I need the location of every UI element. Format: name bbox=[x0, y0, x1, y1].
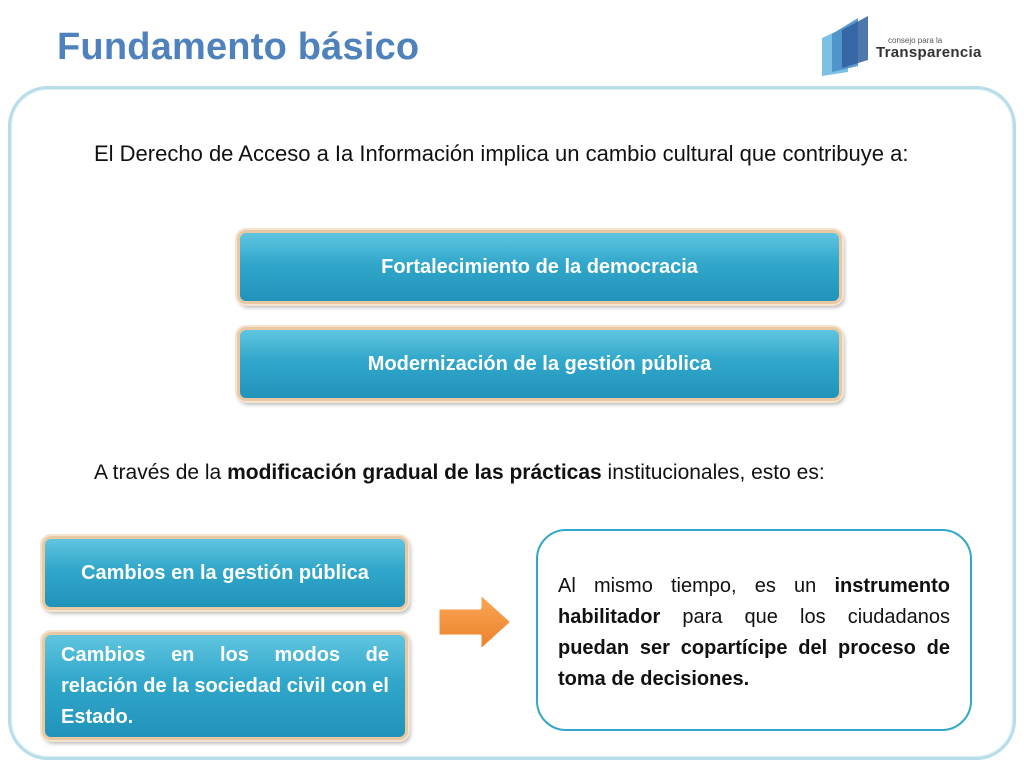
logo bbox=[818, 16, 996, 78]
callout-box bbox=[536, 529, 972, 731]
callout-part2: para que los ciudadanos bbox=[660, 606, 950, 628]
through-text bbox=[94, 461, 825, 485]
slide-title: Fundamento básico bbox=[57, 26, 420, 68]
change-civil-society-relation: Cambios en los modos de relación de la sociedad civil con el Estado. bbox=[42, 632, 408, 740]
intro-text: El Derecho de Acceso a Ia Información implica un cambio cultural que contribuye a: bbox=[94, 141, 909, 166]
goal-public-management: Modernización de la gestión pública bbox=[237, 327, 842, 401]
through-prefix: A través de la bbox=[94, 461, 228, 484]
through-suffix: institucionales, esto es: bbox=[601, 461, 825, 484]
change-public-management: Cambios en la gestión pública bbox=[42, 536, 408, 610]
callout-part1: Al mismo tiempo, es un bbox=[558, 575, 835, 597]
logo-name: Transparencia bbox=[876, 44, 982, 61]
right-arrow-icon bbox=[434, 589, 516, 655]
logo-mark-icon bbox=[818, 16, 882, 78]
callout-bold2: puedan ser copartícipe del proceso de toma de decisiones. bbox=[558, 637, 950, 690]
through-bold: modificación gradual de las prácticas bbox=[227, 461, 602, 484]
goal-democracy: Fortalecimiento de la democracia bbox=[237, 230, 842, 304]
logo-subtitle: consejo para la bbox=[888, 36, 943, 45]
callout-bold1: instrumento habilitador bbox=[558, 575, 950, 628]
